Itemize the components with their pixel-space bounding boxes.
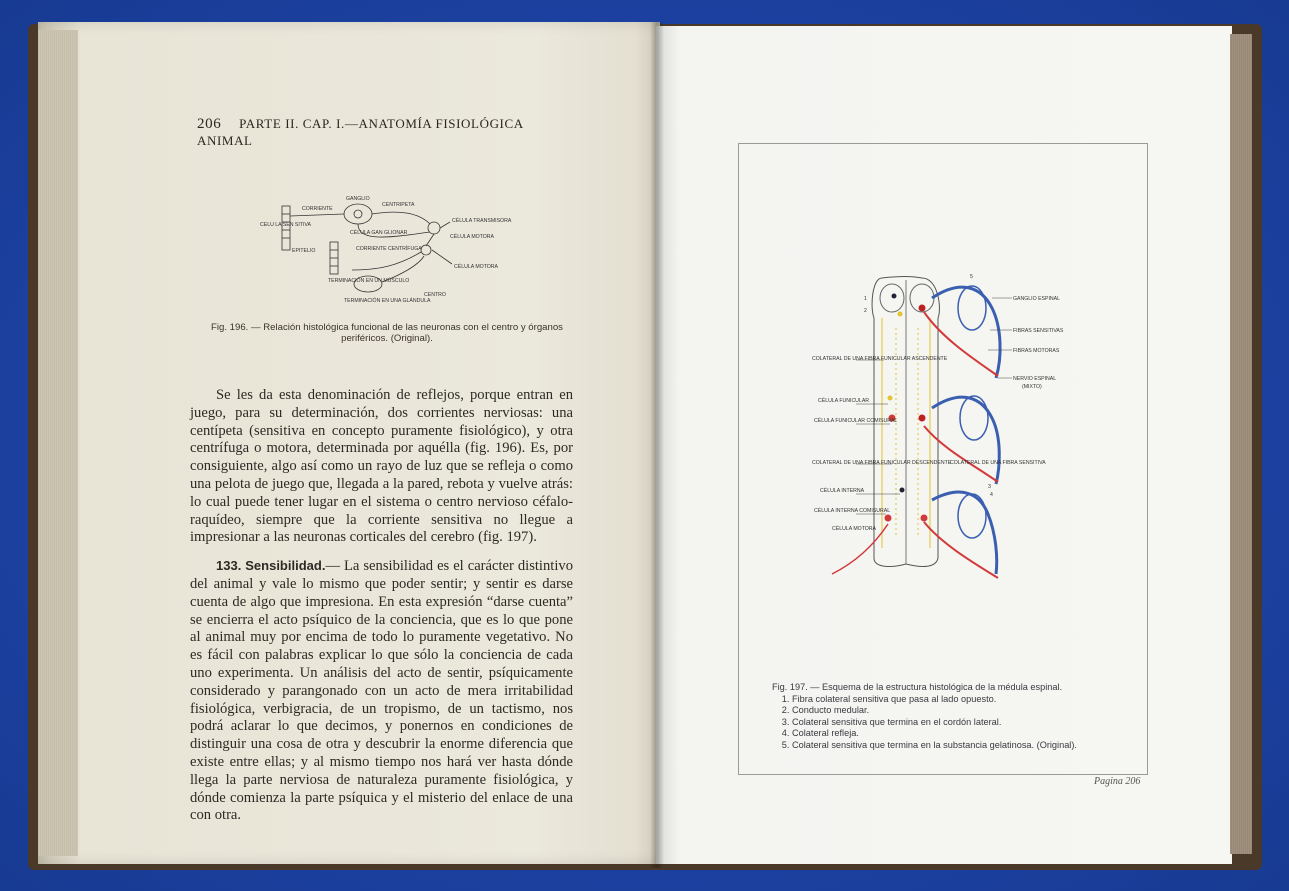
label-number-4: 4 — [990, 492, 993, 498]
label-epitelio: EPITELIO — [292, 248, 316, 254]
left-body-text — [190, 387, 573, 835]
label-celula-motora-2: CÉLULA MOTORA — [454, 264, 499, 270]
legend-item: 2. Conducto medular. — [792, 705, 1122, 717]
figure-196-caption-line2: periféricos. (Original). — [341, 333, 433, 344]
label-number-5: 5 — [970, 274, 973, 280]
label-centro: CENTRO — [424, 292, 446, 298]
left-page-edges — [38, 30, 78, 856]
page-number: 206 — [197, 116, 222, 132]
label-fibras-sensitivas: FIBRAS SENSITIVAS — [1013, 328, 1064, 334]
paragraph-reflejos: Se les da esta denominación de reflejos, porque entran en juego, para su determinación, dos corrientes nerviosas: una centípeta (sensitiva en concepto puramente fisiológico), y otra centrífuga o motora, determinada por aquélla (fig. 196). Es, por consiguiente, algo así como un rayo de luz que se refleja o como una pelota de juego que, llegada a la pared, rebota y vuelve atrás: lo cual puede tener lugar en el sistema o centro nervioso céfalo-raquídeo, siempre que la corriente sensitiva no llegue a impresionar a las neuronas corticales del cerebro (fig. 197). — [190, 387, 573, 546]
label-celula-funicular-comisural: CÉLULA FUNICULAR COMISURAL — [814, 418, 898, 424]
label-number-2: 2 — [864, 308, 867, 314]
legend-item: 4. Colateral refleja. — [792, 728, 1122, 740]
label-centripeta: CENTRIPETA — [382, 202, 415, 208]
book-gutter — [650, 22, 664, 868]
figure-197-caption-title: Fig. 197. — Esquema de la estructura histológica de la médula espinal. — [772, 682, 1063, 692]
plate-page-number: Pagina 206 — [1094, 776, 1141, 787]
paragraph-sensibilidad — [190, 557, 573, 825]
chapter-title: PARTE II. CAP. I.—ANATOMÍA FISIOLÓGICA ANIMAL — [197, 116, 524, 148]
section-heading: 133. Sensibilidad. — [216, 558, 326, 574]
label-ganglio-espinal: GANGLIO ESPINAL — [1013, 296, 1060, 302]
label-celula-interna-comisural: CÉLULA INTERNA COMISURAL — [814, 508, 891, 514]
label-colateral-ascendente: COLATERAL DE UNA FIBRA FUNICULAR ASCENDENTE — [812, 356, 948, 362]
figure-197-legend-list — [772, 694, 1122, 752]
figure-197-spinal-cord-diagram — [812, 268, 1104, 584]
label-nervio-espinal: NERVIO ESPINAL — [1013, 376, 1057, 382]
label-terminacion-musculo: TERMINACIÓN EN UN MÚSCULO — [328, 278, 410, 284]
label-celula-motora: CÉLULA MOTORA — [450, 234, 495, 240]
figure-196-diagram — [258, 192, 518, 312]
label-number-1: 1 — [864, 296, 867, 302]
label-colateral-sensitiva: COLATERAL DE UNA FIBRA SENSITIVA — [950, 460, 1046, 466]
legend-item: 1. Fibra colateral sensitiva que pasa al lado opuesto. — [792, 694, 1122, 706]
running-head — [197, 116, 577, 149]
right-page-edges — [1230, 34, 1252, 854]
label-celula-sensitiva: CELU LA SEN SITIVA — [260, 222, 311, 228]
label-mixto: (MIXTO) — [1022, 384, 1042, 390]
label-fibras-motoras: FIBRAS MOTORAS — [1013, 348, 1060, 354]
paragraph-sensibilidad-text: — La sensibilidad es el carácter distintivo del animal y vale lo mismo que poder sentir; y sentir es darse cuenta de algo que impresiona. En esta expresión “darse cuenta” se encierra el acto psíquico de la conciencia, que es lo que pone al animal muy por encima de todo lo puramente vegetativo. No es fácil con palabras explicar lo que sólo la conciencia de cada uno experimenta. Un análisis del acto de sentir, psíquicamente considerado y parangonado con un acto de mera irritabilidad fisiológica, verbigracia, de un tropismo, de un tactismo, nos podrá aclarar lo que decimos, y ponernos en condiciones de distinguir una cosa de otra y descubrir la enorme diferencia que existe entre ellas; y al mismo tiempo nos hará ver hasta dónde llega la parte nerviosa de naturaleza puramente fisiológica, y dónde comienza la parte psíquica y el misterio del enlace de una con otra. — [190, 558, 573, 824]
label-terminacion-glandula: TERMINACIÓN EN UNA GLÁNDULA — [344, 298, 431, 304]
label-celula-ganglionar: CÉLULA GAN GLIONAR — [350, 230, 408, 236]
figure-197-caption — [772, 682, 1122, 752]
label-colateral-descendente: COLATERAL DE UNA FIBRA FUNICULAR DESCENDENTE — [812, 460, 952, 466]
label-corriente: CORRIENTE — [302, 206, 333, 212]
label-celula-transmisora: CÉLULA TRANSMISORA — [452, 218, 512, 224]
figure-196-caption-line1: Fig. 196. — Relación histológica funcional de las neuronas con el centro y órganos — [211, 322, 563, 333]
label-number-3: 3 — [988, 484, 991, 490]
figure-196-caption — [196, 322, 578, 344]
legend-item: 3. Colateral sensitiva que termina en el cordón lateral. — [792, 717, 1122, 729]
label-celula-motora-197: CÉLULA MOTORA — [832, 526, 877, 532]
legend-item: 5. Colateral sensitiva que termina en la substancia gelatinosa. (Original). — [792, 740, 1122, 752]
label-corriente-centrifuga: CORRIENTE CENTRÍFUGA — [356, 246, 422, 252]
label-celula-funicular: CÉLULA FUNICULAR — [818, 398, 870, 404]
label-ganglio: GANGLIO — [346, 196, 370, 202]
label-celula-interna: CÉLULA INTERNA — [820, 488, 865, 494]
